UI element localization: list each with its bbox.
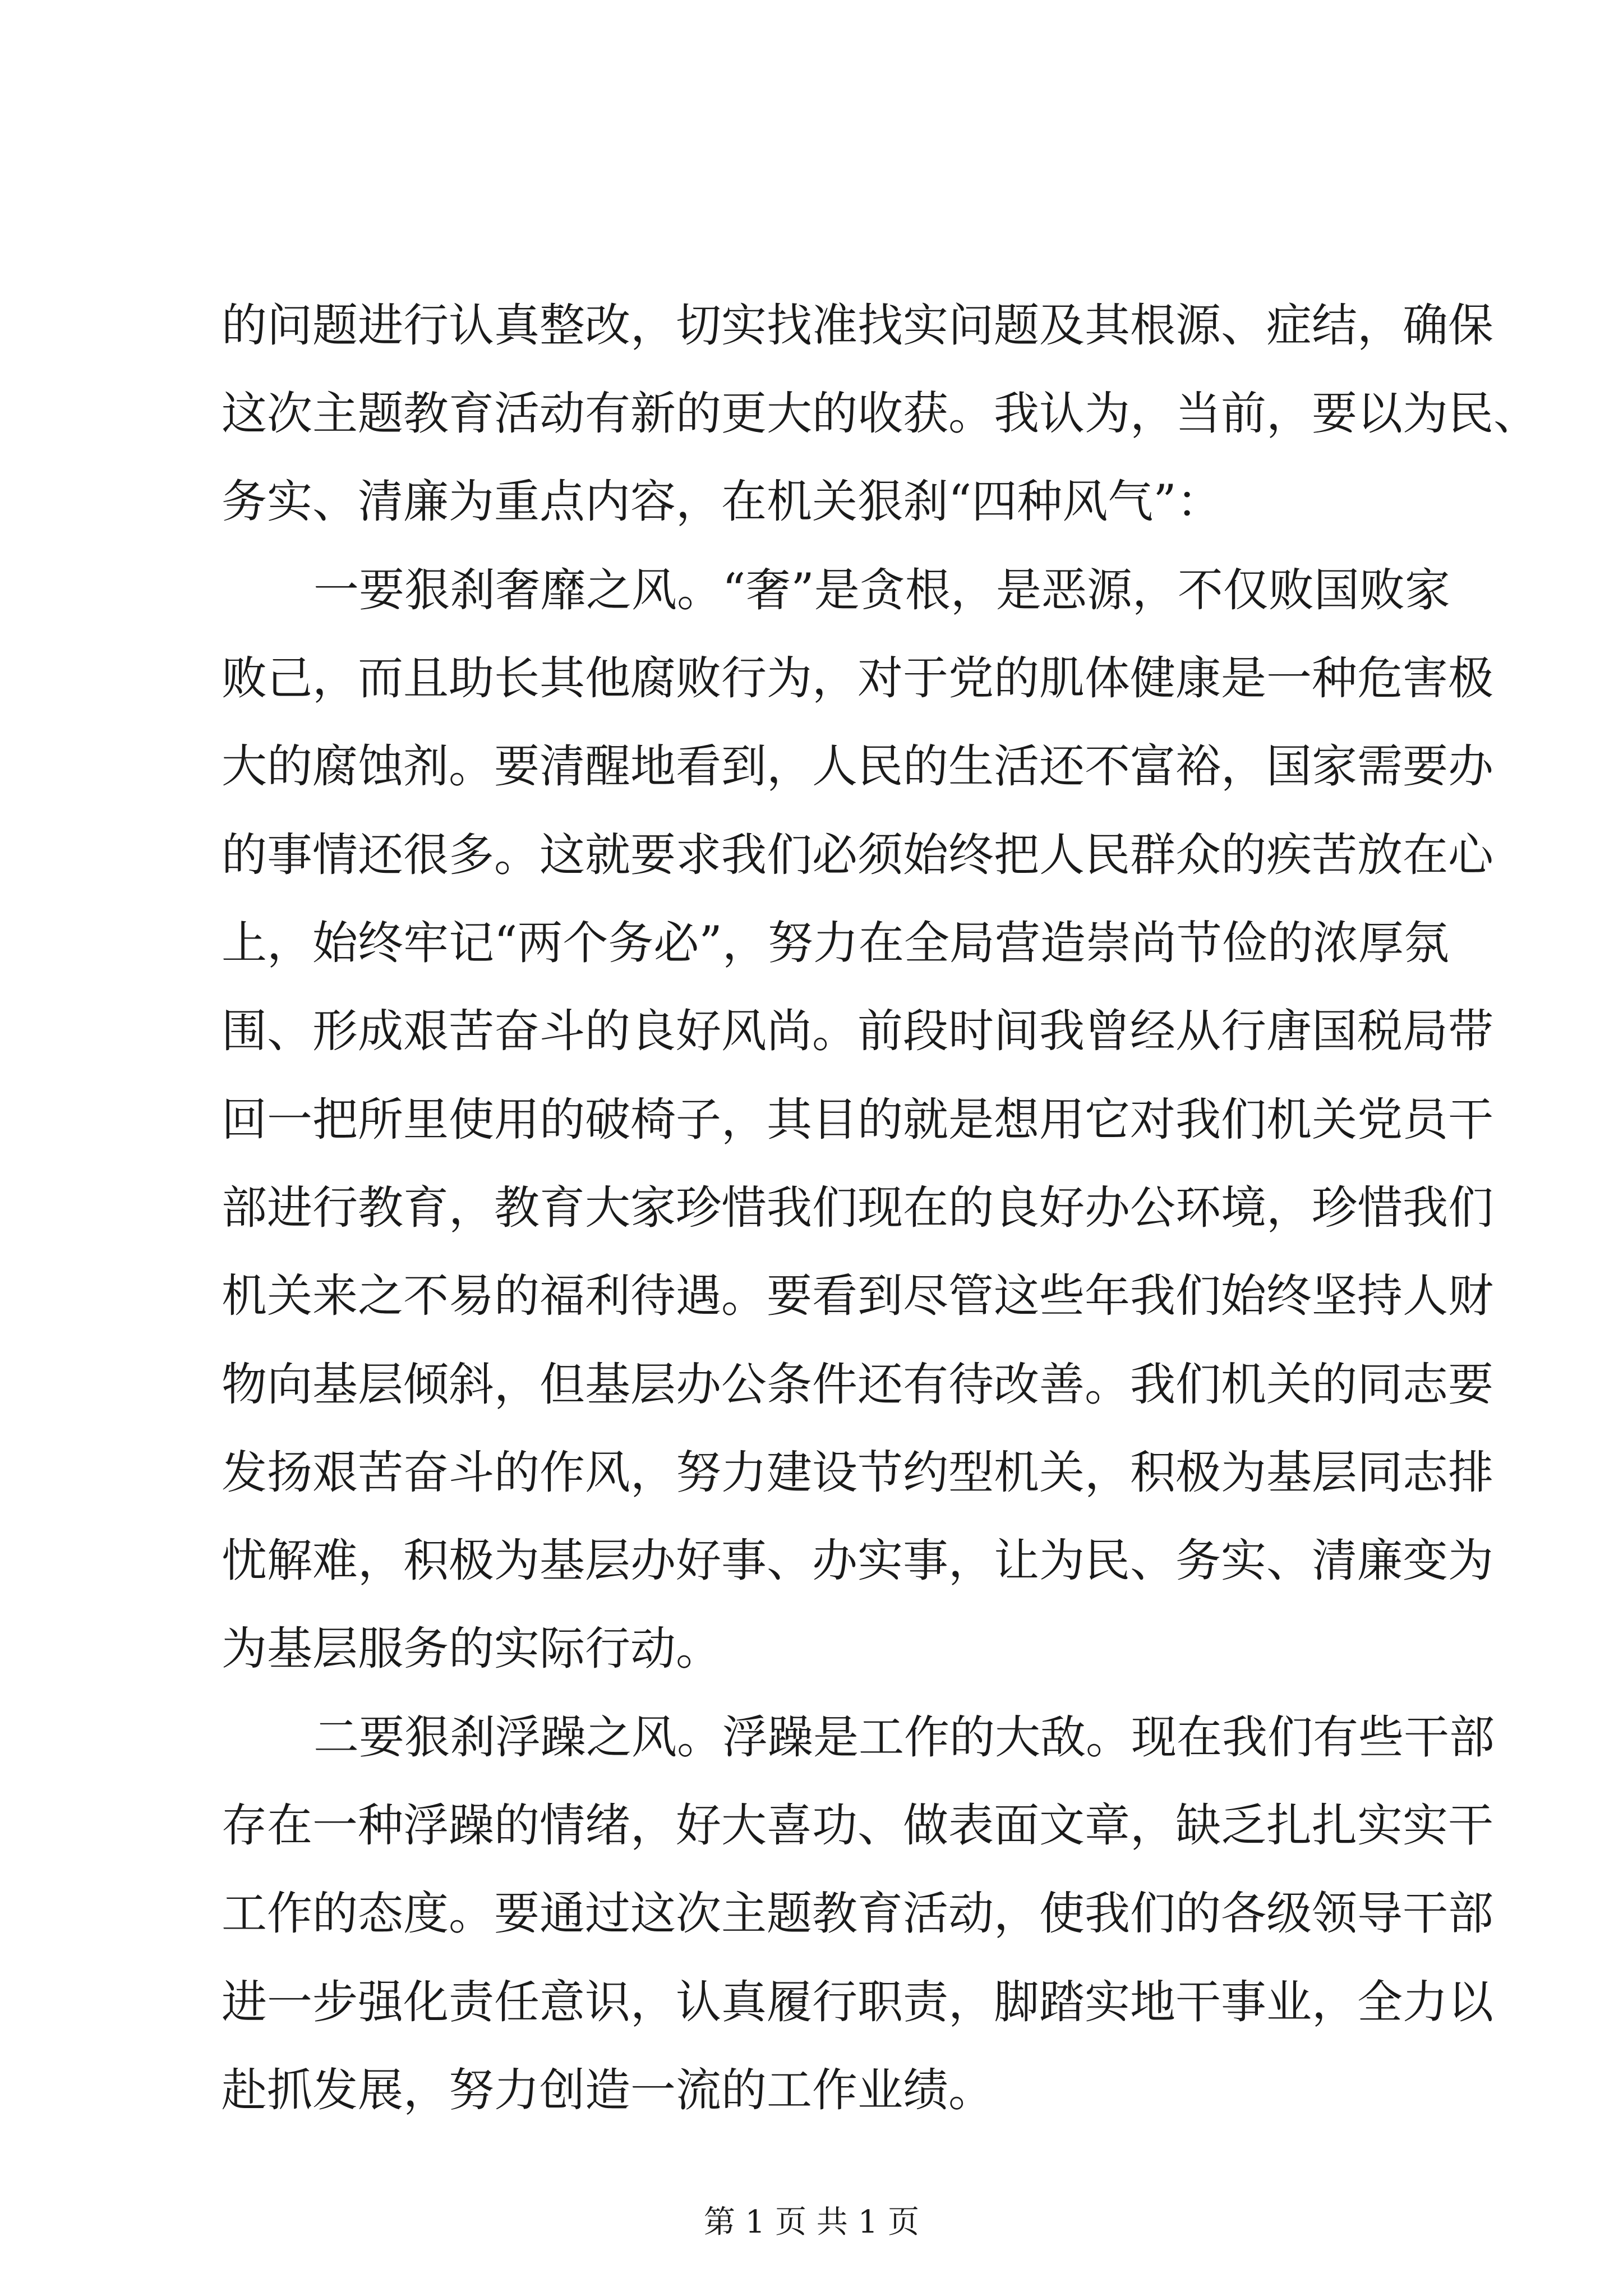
text-line: 机关来之不易的福利待遇。要看到尽管这些年我们始终坚持人财	[222, 1270, 1494, 1323]
text-line: 败己，而且助长其他腐败行为，对于党的肌体健康是一种危害极	[222, 652, 1494, 705]
page-number: 第 1 页 共 1 页	[703, 2204, 920, 2240]
text-line: 上，始终牢记“两个务必”，努力在全局营造崇尚节俭的浓厚氛	[222, 917, 1449, 970]
text-line: 部进行教育，教育大家珍惜我们现在的良好办公环境，珍惜我们	[222, 1182, 1494, 1235]
text-line: 的事情还很多。这就要求我们必须始终把人民群众的疾苦放在心	[222, 829, 1494, 882]
text-line: 忧解难，积极为基层办好事、办实事，让为民、务实、清廉变为	[222, 1535, 1494, 1588]
text-line: 这次主题教育活动有新的更大的收获。我认为，当前，要以为民、	[222, 388, 1539, 440]
text-line: 的问题进行认真整改，切实找准找实问题及其根源、症结，确保	[222, 300, 1494, 352]
text-line: 物向基层倾斜，但基层办公条件还有待改善。我们机关的同志要	[222, 1359, 1494, 1411]
text-line: 二要狠刹浮躁之风。浮躁是工作的大敌。现在我们有些干部	[313, 1711, 1495, 1764]
text-line: 存在一种浮躁的情绪，好大喜功、做表面文章，缺乏扎扎实实干	[222, 1800, 1494, 1852]
text-line: 为基层服务的实际行动。	[222, 1623, 722, 1676]
text-line: 赴抓发展，努力创造一流的工作业绩。	[222, 2064, 994, 2117]
text-line: 回一把所里使用的破椅子，其目的就是想用它对我们机关党员干	[222, 1094, 1494, 1147]
text-line: 一要狠刹奢靡之风。“奢”是贪根，是恶源，不仅败国败家	[313, 564, 1450, 617]
text-line: 务实、清廉为重点内容，在机关狠刹“四种风气”：	[222, 476, 1222, 528]
text-line: 进一步强化责任意识，认真履行职责，脚踏实地干事业，全力以	[222, 1976, 1494, 2029]
text-line: 围、形成艰苦奋斗的良好风尚。前段时间我曾经从行唐国税局带	[222, 1005, 1494, 1058]
text-line: 发扬艰苦奋斗的作风，努力建设节约型机关，积极为基层同志排	[222, 1447, 1494, 1499]
text-line: 大的腐蚀剂。要清醒地看到，人民的生活还不富裕，国家需要办	[222, 740, 1494, 793]
text-line: 工作的态度。要通过这次主题教育活动，使我们的各级领导干部	[222, 1888, 1494, 1940]
